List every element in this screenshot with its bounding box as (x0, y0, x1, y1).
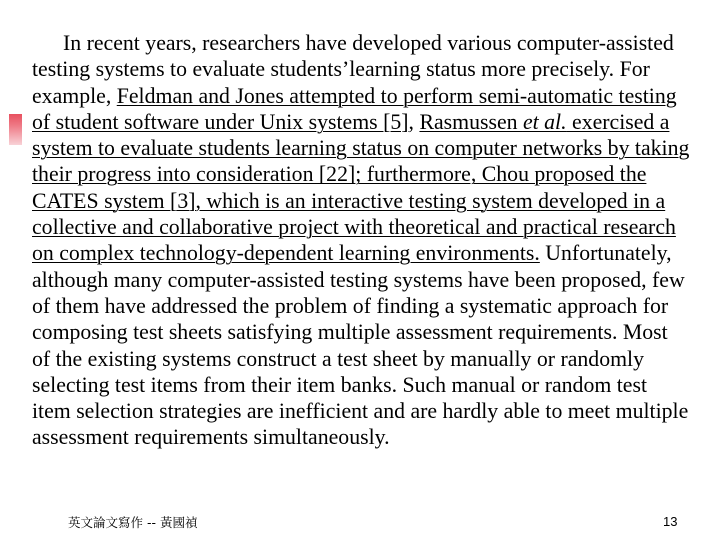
underlined-text: Rasmussen (419, 109, 523, 134)
text-segment: testing systems to evaluate students’learning status more precisely. For (32, 57, 650, 82)
text-segment: example, (32, 83, 117, 108)
text-segment: of them have addressed the problem of finding a systematic approach for (32, 293, 669, 318)
underlined-text: on complex technology-dependent learning environments. (32, 241, 540, 266)
paragraph-line (32, 30, 712, 56)
text-segment: although many computer-assisted testing systems have been proposed, few (32, 267, 685, 292)
text-segment: , (408, 109, 420, 134)
paragraph-line (32, 267, 712, 293)
paragraph-line (32, 135, 712, 161)
text-segment: item selection strategies are inefficient and are hardly able to meet multiple (32, 399, 689, 424)
paragraph-line (32, 293, 712, 319)
underlined-text: exercised a (566, 109, 670, 134)
paragraph-line (32, 424, 712, 450)
underlined-text: system to evaluate students learning status on computer networks by taking (32, 136, 690, 161)
underlined-text: of student software under Unix systems [5] (32, 109, 409, 134)
underlined-text: CATES system [3], which is an interactive testing system developed in a (32, 188, 666, 213)
underlined-italic-text: et al. (522, 109, 567, 134)
page-number: 13 (663, 514, 678, 529)
bullet-marker (9, 114, 22, 145)
text-segment: selecting test items from their item banks. Such manual or random test (32, 372, 648, 397)
text-segment: assessment requirements simultaneously. (32, 425, 390, 450)
paragraph-line (32, 188, 712, 214)
footer-course-author: 英文論文寫作 -- 黃國禎 (68, 515, 198, 530)
text-segment: In recent years, researchers have developed various computer-assisted (63, 31, 674, 55)
paragraph-line (32, 372, 712, 398)
paragraph-line (32, 161, 712, 187)
paragraph-line (32, 83, 712, 109)
paragraph-line (32, 319, 712, 345)
text-segment: Unfortunately, (539, 241, 672, 266)
text-segment: composing test sheets satisfying multiple assessment requirements. Most (32, 320, 668, 345)
paragraph-line (32, 109, 712, 135)
paragraph-line (32, 398, 712, 424)
paragraph-line (32, 240, 712, 266)
body-paragraph (32, 30, 712, 451)
underlined-text: their progress into consideration [22]; furthermore, Chou proposed the (32, 162, 647, 187)
underlined-text: Feldman and Jones attempted to perform semi-automatic testing (116, 83, 677, 108)
paragraph-line (32, 56, 712, 82)
paragraph-line (32, 346, 712, 372)
paragraph-line (32, 214, 712, 240)
underlined-text: collective and collaborative project with theoretical and practical research (32, 215, 676, 240)
text-segment: of the existing systems construct a test sheet by manually or randomly (32, 346, 645, 371)
